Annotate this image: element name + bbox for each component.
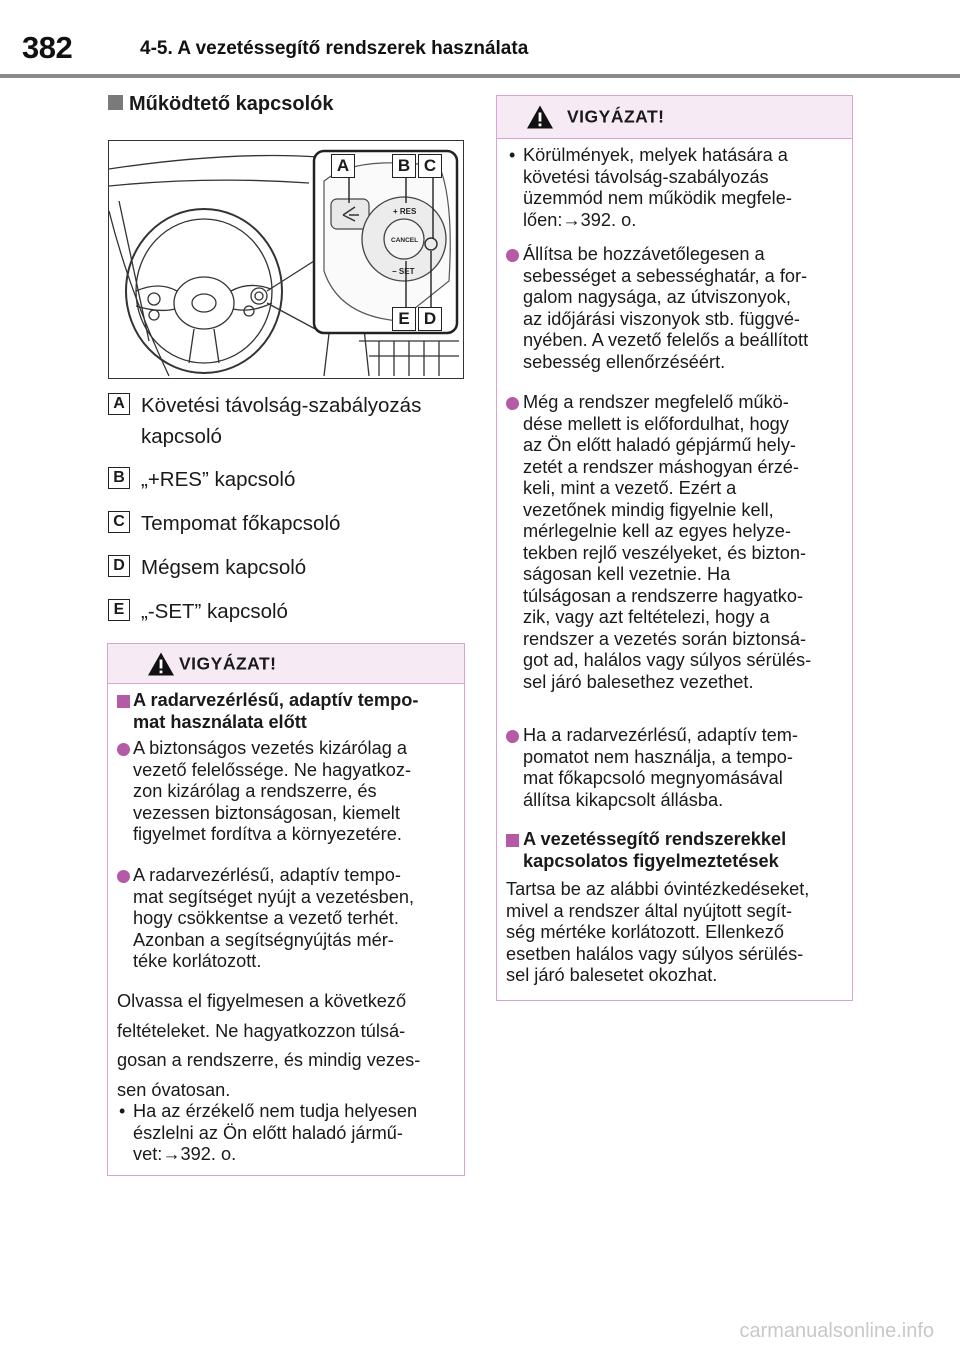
- subheading: [108, 93, 333, 116]
- legend-text-b: „+RES” kapcsoló: [141, 468, 296, 491]
- legend-text-d: Mégsem kapcsoló: [141, 556, 307, 579]
- watermark: carmanualsonline.info: [739, 1320, 934, 1342]
- header-divider: [0, 74, 960, 78]
- res-switch-label: + RES: [393, 207, 417, 216]
- warning-heading-left: A radarvezérlésű, adaptív tempo- mat használata előtt: [133, 690, 419, 732]
- callout-c: C: [418, 154, 442, 178]
- warning-header-right: [497, 96, 852, 139]
- square-bullet-icon: [108, 95, 123, 110]
- legend-text-a-line2: kapcsoló: [141, 425, 222, 448]
- bullet-dot-icon: [117, 743, 130, 756]
- warning-right-dash-item: Körülmények, melyek hatására a követési távolság-szabályozás üzemmód nem működik megfele- lően:→392. o.: [523, 145, 792, 230]
- steering-wheel-illustration: [108, 140, 464, 379]
- page-header: [0, 0, 960, 80]
- warning-left-paragraph: Olvassa el figyelmesen a következő feltételeket. Ne hagyatkozzon túlsá- gosan a rendszerre, és mindig vezes- sen óvatosan.: [117, 991, 421, 1100]
- callout-a: A: [331, 154, 355, 178]
- warning-triangle-icon: [526, 105, 554, 130]
- square-bullet-icon: [506, 834, 519, 847]
- dash-bullet: •: [509, 145, 516, 165]
- legend-label-d: D: [108, 555, 130, 577]
- warning-box-left: [107, 643, 465, 1176]
- cancel-switch-label: CANCEL: [391, 237, 419, 244]
- warning-header-left: [108, 644, 464, 684]
- set-switch-label: − SET: [392, 267, 415, 276]
- callout-e: E: [392, 307, 416, 331]
- warning-left-bullet-2: A radarvezérlésű, adaptív tempo- mat segítséget nyújt a vezetésben, hogy csökkentse a vezető terhét. Azonban a segítségnyújtás mér- téke korlátozott.: [133, 865, 415, 971]
- warning-left-bullet-1: A biztonságos vezetés kizárólag a vezető felelőssége. Ne hagyatkoz- zon kizárólag a rendszerre, és vezessen biztonságosan, kiemelt figyelmet fordítva a környezetére.: [133, 738, 412, 844]
- legend-text-c: Tempomat főkapcsoló: [141, 512, 341, 535]
- bullet-dot-icon: [506, 730, 519, 743]
- legend-label-a: A: [108, 393, 130, 415]
- legend-text-e: „-SET” kapcsoló: [141, 600, 288, 623]
- dash-bullet: •: [119, 1101, 126, 1121]
- warning-title-left: VIGYÁZAT!: [179, 653, 277, 673]
- warning-title-right: VIGYÁZAT!: [567, 106, 665, 127]
- callout-b: B: [392, 154, 416, 178]
- callout-d: D: [418, 307, 442, 331]
- page-number: 382: [22, 30, 73, 65]
- square-bullet-icon: [117, 695, 130, 708]
- warning-right-heading: A vezetéssegítő rendszerekkel kapcsolatos figyelmeztetések: [523, 829, 787, 871]
- bullet-dot-icon: [117, 870, 130, 883]
- bullet-dot-icon: [506, 397, 519, 410]
- warning-right-bullet-3: Ha a radarvezérlésű, adaptív tem- pomatot nem használja, a tempo- mat főkapcsoló megnyomásával állítsa kikapcsolt állásba.: [523, 725, 798, 810]
- warning-triangle-icon: [147, 651, 175, 676]
- warning-left-dash-item: Ha az érzékelő nem tudja helyesen észlelni az Ön előtt haladó jármű- vet:→392. o.: [133, 1101, 418, 1164]
- warning-right-bullet-1: Állítsa be hozzávetőlegesen a sebességet a sebességhatár, a for- galom nagysága, az útviszonyok, az időjárási viszonyok stb. függvé- nyében. A vezető felelős a beállított sebesség ellenőrzéséért.: [523, 244, 809, 372]
- warning-box-right: [496, 95, 853, 1001]
- legend-text-a-line1: Követési távolság-szabályozás: [141, 394, 422, 417]
- bullet-dot-icon: [506, 249, 519, 262]
- warning-right-paragraph: Tartsa be az alábbi óvintézkedéseket, mivel a rendszer által nyújtott segít- ség mértéke korlátozott. Ellenkező esetben halálos vagy súlyos sérülés- sel járó balesetet okozhat.: [506, 879, 810, 985]
- section-title: 4-5. A vezetéssegítő rendszerek használata: [140, 38, 529, 59]
- legend-label-b: B: [108, 467, 130, 489]
- legend-label-e: E: [108, 599, 130, 621]
- subheading-text: Működtető kapcsolók: [129, 93, 334, 115]
- warning-right-bullet-2: Még a rendszer megfelelő műkö- dése mellett is előfordulhat, hogy az Ön előtt haladó gépjármű hely- zetét a rendszer máshogyan érzé- keli, mint a vezető. Ezért a vezetőnek mindig figyelnie kell, mérlegelnie kell az egyes helyze- tekben rejlő veszélyeket, és bizton- ságosan kell vezetnie. Ha túlságosan a rendszerre hagyatko- zik, vagy azt feltételezi, hogy a rendszer a vezetés során biztonsá- got ad, halálos vagy súlyos sérülés- sel járó balesethez vezethet.: [523, 392, 812, 692]
- legend-label-c: C: [108, 511, 130, 533]
